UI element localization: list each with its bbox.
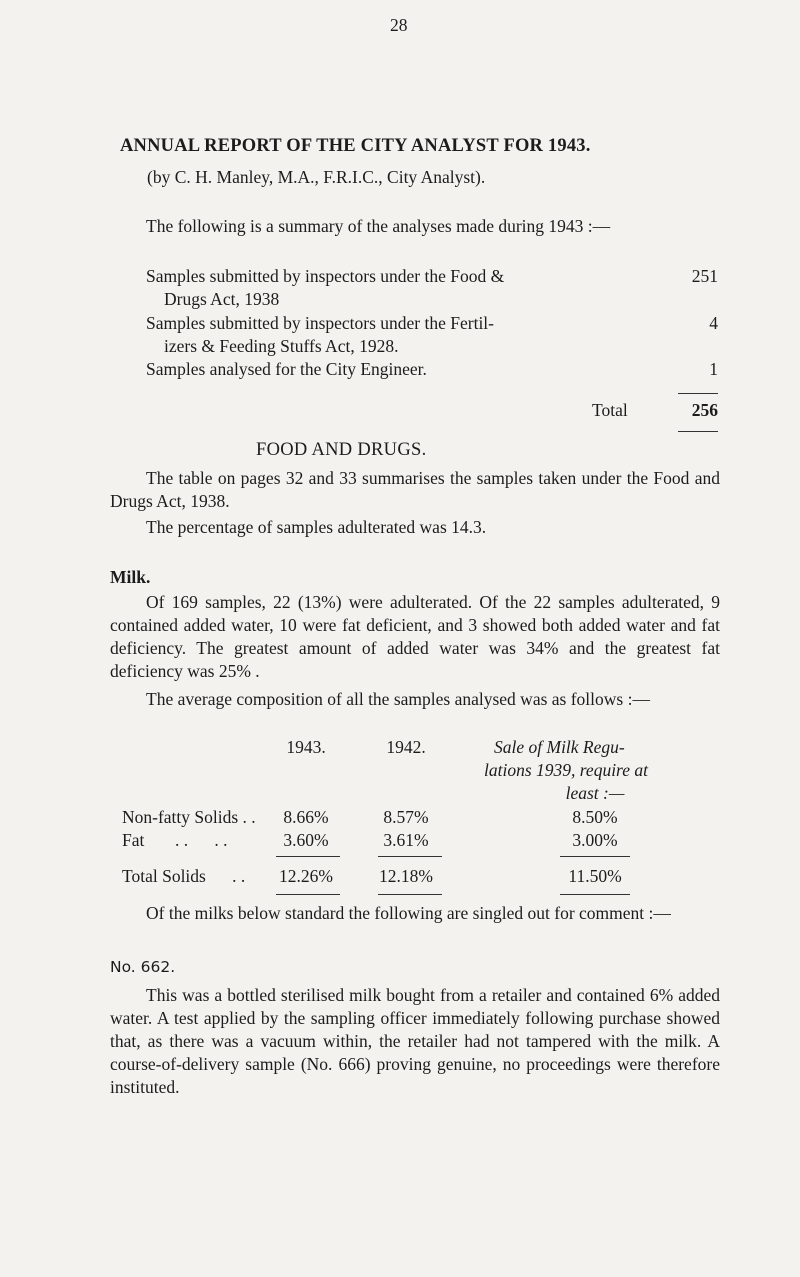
cell-value: 8.66% <box>283 807 329 827</box>
table-rule <box>276 894 340 895</box>
case-paragraph: This was a bottled sterilised milk bought from a retailer and contained 6% added water. A test applied by the sampling officer immediately following purchase showed that, as there was a vacuum within, the retailer had not tampered with the milk. A course-of-delivery sample (No. 666) proving genuine, no proceedings were therefore instituted. <box>110 985 720 1097</box>
cell-value: 11.50% <box>568 866 622 886</box>
row-label-non-fatty-solids: Non-fatty Solids . . <box>122 807 256 827</box>
summary-row-label: Samples submitted by inspectors under the Food & <box>146 266 505 286</box>
intro-paragraph: The following is a summary of the analyses made during 1943 :— <box>146 216 611 236</box>
row-label-total-solids: Total Solids . . <box>122 866 246 886</box>
column-header-regulations-line3: least :— <box>565 783 625 803</box>
case-heading: No. 662. <box>110 958 176 976</box>
summary-row-value: 4 <box>709 313 718 333</box>
milk-paragraph: Of 169 samples, 22 (13%) were adulterated. Of the 22 samples adulterated, 9 contained added water, 10 were fat deficient, and 3 showed both added water and fat deficiency. The greatest amount of added water was 34% and the greatest fat deficiency was 25% . <box>110 592 720 681</box>
table-rule <box>560 856 630 857</box>
column-header-1943: 1943. <box>286 737 326 757</box>
cell-value: 8.50% <box>572 807 618 827</box>
cell-value: 3.60% <box>283 830 329 850</box>
summary-row-label-cont: Drugs Act, 1938 <box>164 289 280 309</box>
cell-value: 12.18% <box>379 866 433 886</box>
column-header-regulations-line1: Sale of Milk Regu- <box>494 737 625 757</box>
summary-total-value: 256 <box>691 400 718 420</box>
byline: (by C. H. Manley, M.A., F.R.I.C., City Analyst). <box>147 167 486 187</box>
column-header-1942: 1942. <box>386 737 426 757</box>
summary-rule-bottom <box>678 431 718 432</box>
average-composition-paragraph: The average composition of all the samples analysed was as follows :— <box>146 689 650 709</box>
summary-total-label: Total <box>592 400 628 420</box>
report-title: ANNUAL REPORT OF THE CITY ANALYST FOR 1943. <box>120 136 591 156</box>
summary-row-label: Samples submitted by inspectors under the Fertil- <box>146 313 495 333</box>
table-rule <box>378 894 442 895</box>
column-header-regulations-line2: lations 1939, require at <box>484 760 648 780</box>
summary-row-label-cont: izers & Feeding Stuffs Act, 1928. <box>164 336 399 356</box>
table-rule <box>276 856 340 857</box>
section-heading-food-drugs: FOOD AND DRUGS. <box>256 440 427 460</box>
cell-value: 12.26% <box>279 866 333 886</box>
cell-value: 3.61% <box>383 830 429 850</box>
row-label-fat: Fat . . . . <box>122 830 228 850</box>
cell-value: 8.57% <box>383 807 429 827</box>
summary-rule-top <box>678 393 718 394</box>
page-number: 28 <box>390 15 408 35</box>
adulteration-paragraph: The percentage of samples adulterated was 14.3. <box>146 517 487 537</box>
table-rule <box>560 894 630 895</box>
summary-row-label: Samples analysed for the City Engineer. <box>146 359 427 379</box>
table-rule <box>378 856 442 857</box>
summary-row-value: 251 <box>691 266 718 286</box>
cell-value: 3.00% <box>572 830 618 850</box>
summary-row-value: 1 <box>709 359 718 379</box>
food-drugs-paragraph: The table on pages 32 and 33 summarises the samples taken under the Food and Drugs Act, 1938. <box>110 468 720 511</box>
below-standard-paragraph: Of the milks below standard the following are singled out for comment :— <box>146 903 671 923</box>
section-heading-milk: Milk. <box>110 567 151 587</box>
